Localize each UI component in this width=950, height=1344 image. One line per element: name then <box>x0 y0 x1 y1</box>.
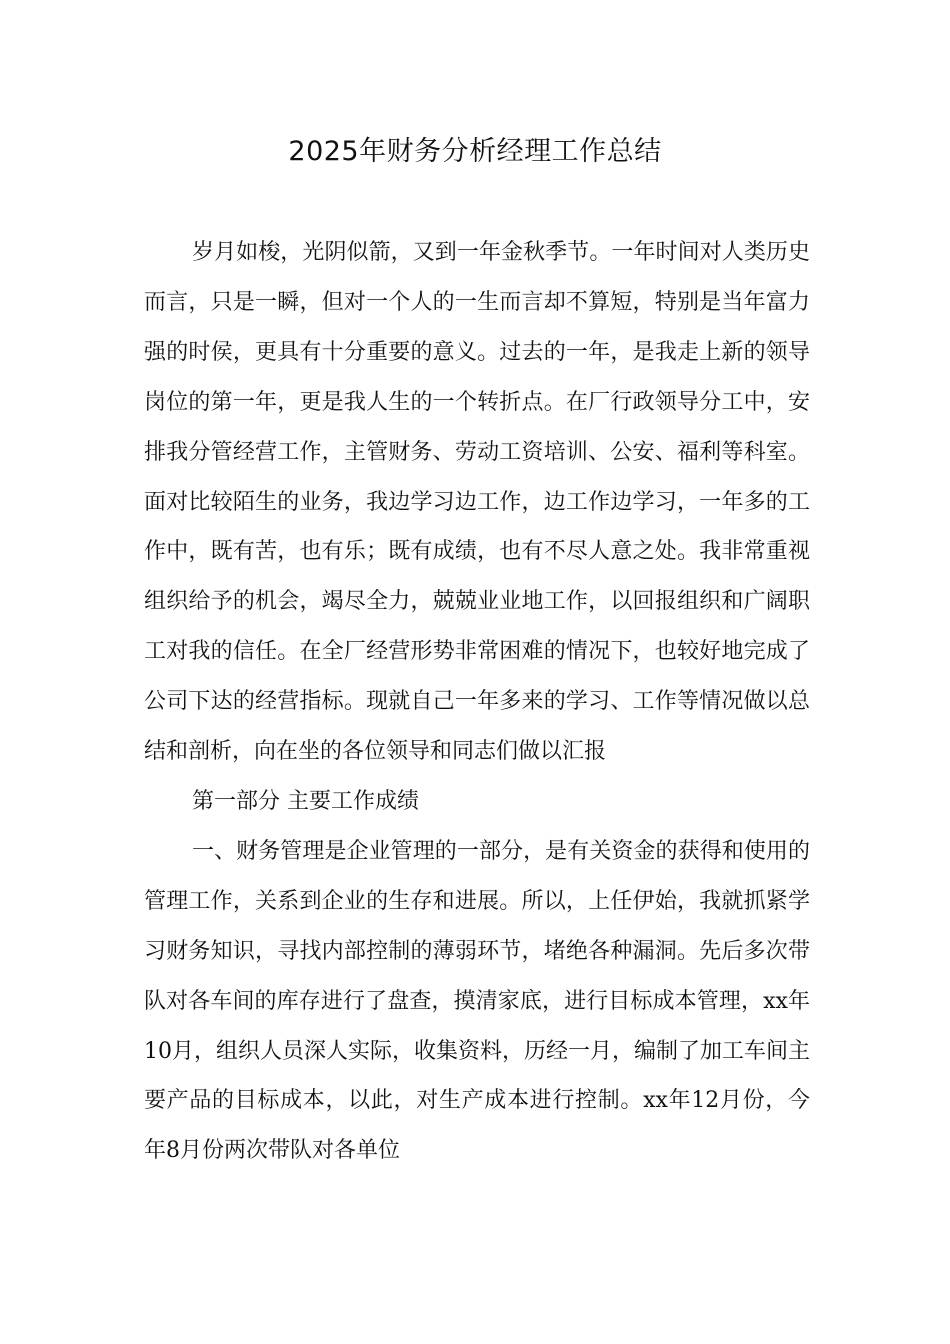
document-title: 2025年财务分析经理工作总结 <box>288 136 662 167</box>
document-body <box>144 228 810 1176</box>
section-heading: 第一部分 主要工作成绩 <box>192 788 419 814</box>
finance-paragraph: 一、财务管理是企业管理的一部分，是有关资金的获得和使用的管理工作，关系到企业的生存和进展。所以，上任伊始，我就抓紧学习财务知识，寻找内部控制的薄弱环节，堵绝各种漏洞。先后多次带队对各车间的库存进行了盘查，摸清家底，进行目标成本管理，xx年10月，组织人员深人实际，收集资料，历经一月，编制了加工车间主要产品的目标成本，以此，对生产成本进行控制。xx年12月份，今年8月份两次带队对各单位 <box>144 838 810 1164</box>
intro-paragraph: 岁月如梭，光阴似箭，又到一年金秋季节。一年时间对人类历史而言，只是一瞬，但对一个人的一生而言却不算短，特别是当年富力强的时侯，更具有十分重要的意义。过去的一年，是我走上新的领导岗位的第一年，更是我人生的一个转折点。在厂行政领导分工中，安排我分管经营工作，主管财务、劳动工资培训、公安、福利等科室。面对比较陌生的业务，我边学习边工作，边工作边学习，一年多的工作中，既有苦，也有乐；既有成绩，也有不尽人意之处。我非常重视组织给予的机会，竭尽全力，兢兢业业地工作，以回报组织和广阔职工对我的信任。在全厂经营形势非常困难的情况下，也较好地完成了公司下达的经营指标。现就自己一年多来的学习、工作等情况做以总结和剖析，向在坐的各位领导和同志们做以汇报 <box>144 240 810 765</box>
